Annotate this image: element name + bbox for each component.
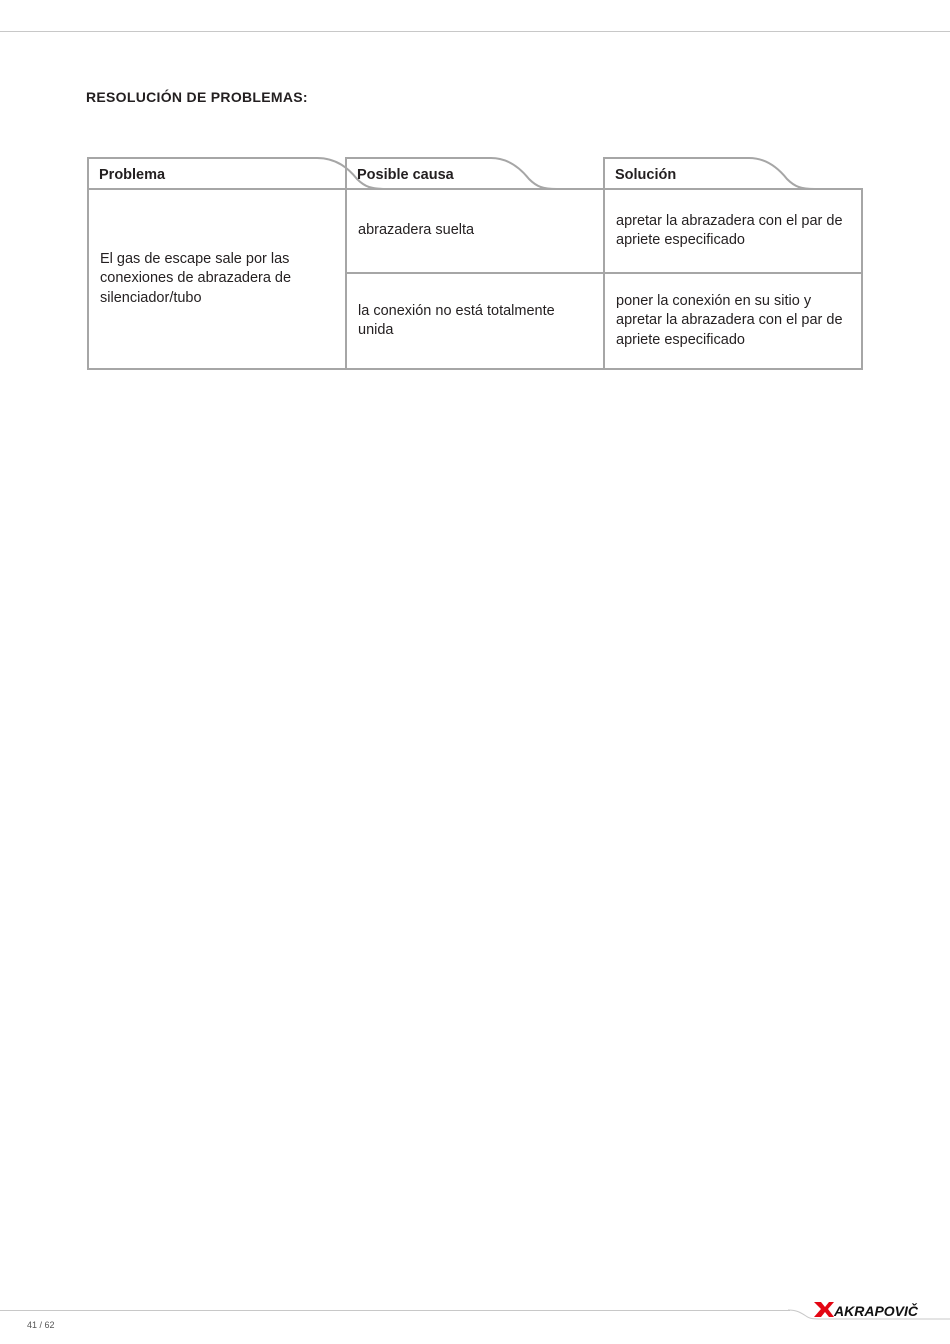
- column-header-solution: Solución: [615, 167, 677, 183]
- problem-text: El gas de escape sale por las conexiones de abrazadera de silenciador/tubo: [100, 250, 292, 306]
- akrapovic-logo: [812, 1298, 919, 1320]
- cause-text: la conexión no está totalmente unida: [358, 302, 555, 338]
- top-divider: [0, 31, 950, 32]
- column-header-problem: Problema: [99, 167, 166, 183]
- column-header-cause: Posible causa: [357, 167, 454, 183]
- solution-cell-1: [603, 188, 863, 274]
- header-tab-cause: [345, 157, 605, 190]
- problem-cell: [87, 188, 347, 370]
- page-number: 41 / 62: [27, 1320, 55, 1330]
- page-title: RESOLUCIÓN DE PROBLEMAS:: [86, 89, 308, 105]
- cause-cell-2: [345, 272, 605, 370]
- footer-divider: [0, 1310, 790, 1311]
- header-tab-problem: [87, 157, 347, 190]
- brand-wordmark: AKRAPOVIČ: [834, 1303, 919, 1319]
- cause-text: abrazadera suelta: [358, 222, 475, 239]
- solution-text: apretar la abrazadera con el par de apriete especificado: [616, 212, 843, 248]
- scorpion-icon: [814, 1302, 834, 1317]
- header-tab-solution: [603, 157, 863, 190]
- solution-cell-2: [603, 272, 863, 370]
- cause-cell-1: [345, 188, 605, 274]
- solution-text: poner la conexión en su sitio y apretar la abrazadera con el par de apriete especificado: [616, 292, 843, 348]
